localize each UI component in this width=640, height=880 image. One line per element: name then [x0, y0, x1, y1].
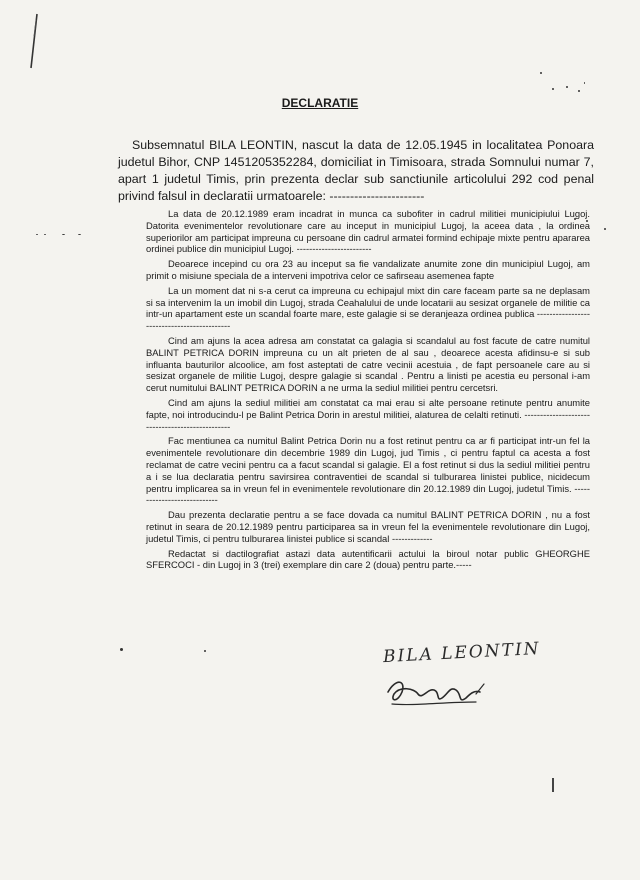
scan-speck	[120, 648, 123, 651]
pen-stroke-mark	[28, 12, 40, 72]
scan-speck	[584, 82, 585, 84]
scan-speck	[566, 86, 568, 88]
declaration-body	[146, 208, 590, 574]
paragraph: Redactat si dactilografiat astazi data autentificarii actului la biroul notar public GHEORGHE SFERCOCI - din Lugoj in 3 (trei) exemplare din care 2 (doua) pentru parte.-----	[146, 547, 590, 571]
handwritten-name: BILA LEONTIN	[382, 638, 542, 668]
scan-speck	[540, 72, 542, 74]
scan-speck	[62, 234, 65, 235]
scan-speck	[204, 650, 206, 652]
scan-speck	[36, 234, 38, 235]
paragraph: Cind am ajuns la sediul militiei am constatat ca mai erau si alte persoane retinute pentru anumite fapte, noi introducindu-l pe Balint Petrica Dorin in arestul militiei, alaturea de celalti retinuti. ------------------------------------------------	[146, 396, 590, 432]
paragraph: La data de 20.12.1989 eram incadrat in munca ca subofiter in cadrul militiei municipiului Lugoj. Datorita evenimentelor revolutionare care au inceput in municipiul Lugoj, la aceea data , la ordinea superiorilor am participat impreuna cu persoane din cadrul armatei formind echipaje mixte pentru apararea ordinei publice din municipiul Lugoj. ------------------------	[146, 208, 590, 255]
paragraph: Dau prezenta declaratie pentru a se face dovada ca numitul BALINT PETRICA DORIN , nu a fost retinut in seara de 20.12.1989 pentru participarea sa in vreun fel la evenimentele revolutionare din Lugoj, judetul Timis, ci pentru tulburarea linistei publice si scandal -------------	[146, 509, 590, 544]
scan-speck	[44, 234, 46, 235]
paragraph: Cind am ajuns la acea adresa am constatat ca galagia si scandalul au fost facute de catre numitul BALINT PETRICA DORIN impreuna cu un alt prieten de al sau , deoarece acesta afidinsu-e si sub influanta bauturilor alcoolice, am fost asteptati de catre vecinii acestuia , de fapt persoanele care au si sesizat organele de militie Lugoj, despre galagie si scandal . Pentru a linisti pe acestia eu personal i-am cerut numitului BALINT PETRICA DORIN a ne urma la sediul militiei pentru cercetsri.	[146, 334, 590, 394]
scan-speck	[552, 88, 554, 90]
document-title: DECLARATIE	[281, 96, 359, 110]
scan-speck	[604, 228, 606, 230]
signature-scribble	[384, 672, 494, 712]
scan-mark	[552, 778, 554, 792]
paragraph: Deoarece incepind cu ora 23 au inceput sa fie vandalizate anumite zone din municipiul Lugoj, am primit o misiune speciala de a interveni impotriva celor ce safirseau asemenea fapte	[146, 258, 590, 281]
paragraph: La un moment dat ni s-a cerut ca impreuna cu echipajul mixt din care faceam parte sa ne deplasam si sa intervenim la un imobil din Lugoj, strada Ceahalului de unde locatarii au sesizat organele de militie ca intr-un apartament este un scandal foarte mare, este galagie si se deranjeaza ordinea publica --------------------------------------------	[146, 284, 590, 332]
scan-speck	[578, 90, 580, 92]
scan-speck	[78, 234, 81, 235]
paragraph: Fac mentiunea ca numitul Balint Petrica Dorin nu a fost retinut pentru ca ar fi participat intr-un fel la evenimentele revolutionare din decembrie 1989 din Lugoj, jud Timis , ci pentru faptul ca acesta a fost reclamat de catre vecini pentru ca a facut scandal si galagie. El a fost retinut si dus la sediul militiei pentru a i se lua declaratia pentru savirsirea contraventiei de scandal si tulburarea linistei publice, nicidecum pentru implicarea sa in vreun fel in evenimentele revolutionare din 20.12.1989 din Lugoj, judetul Timis. ----------------------------	[146, 435, 590, 506]
declaration-intro: Subsemnatul BILA LEONTIN, nascut la data de 12.05.1945 in localitatea Ponoara judetul Bihor, CNP 1451205352284, domiciliat in Timisoara, strada Somnului numar 7, apart 1 judetul Timis, prin prezenta declar sub sanctiunile articolului 292 cod penal privind falsul in declaratii urmatoarele: -----------------------	[118, 138, 594, 203]
